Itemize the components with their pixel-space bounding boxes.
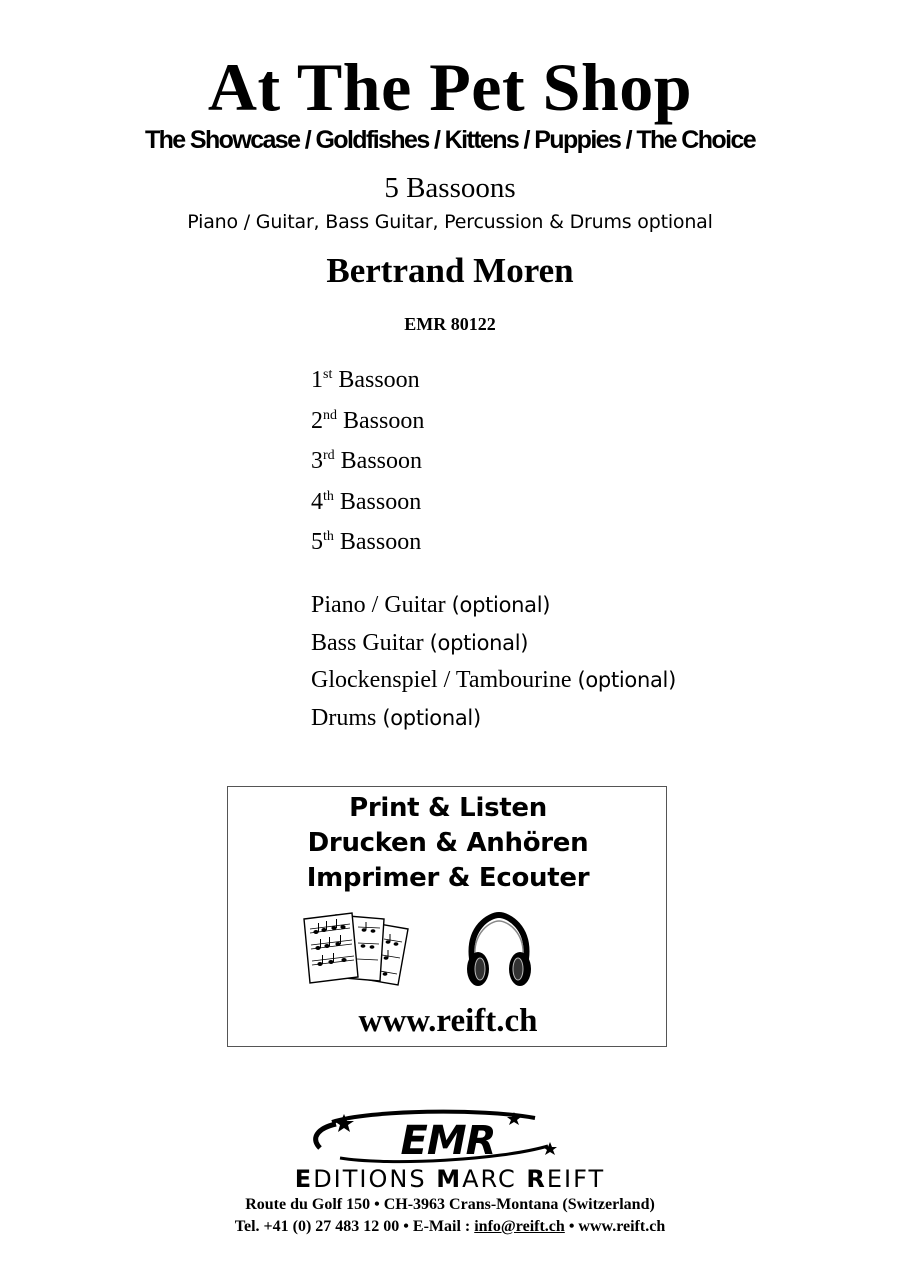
optional-part-item: Piano / Guitar (optional): [311, 592, 551, 618]
print-listen-box: [227, 786, 667, 1047]
promo-line-english: Print & Listen: [349, 793, 547, 823]
publisher-contact: Tel. +41 (0) 27 483 12 00 • E-Mail : info@reift.ch • www.reift.ch: [234, 1218, 666, 1235]
promo-line-german: Drucken & Anhören: [307, 828, 589, 858]
website-link[interactable]: www.reift.ch: [358, 1003, 538, 1039]
part-item: 2nd Bassoon: [311, 407, 425, 434]
optional-part-item: Drums (optional): [311, 704, 481, 731]
publisher-name: EDITIONS MARC REIFT: [294, 1165, 606, 1193]
composer-name: Bertrand Moren: [326, 251, 574, 290]
parts-list: [311, 362, 424, 565]
sheet-music-icon: [300, 911, 412, 991]
optional-instruments-note: Piano / Guitar, Bass Guitar, Percussion & Drums optional: [187, 211, 713, 233]
instrumentation: 5 Bassoons: [384, 172, 516, 204]
promo-line-french: Imprimer & Ecouter: [306, 863, 590, 893]
logo-text: EMR: [400, 1118, 496, 1164]
optional-part-item: Glockenspiel / Tambourine (optional): [311, 667, 676, 694]
part-item: 1st Bassoon: [311, 367, 420, 393]
part-item: 4th Bassoon: [311, 488, 422, 515]
publisher-address: Route du Golf 150 • CH-3963 Crans-Montana (Switzerland): [245, 1196, 655, 1213]
part-item: 5th Bassoon: [311, 529, 422, 556]
email-link[interactable]: info@reift.ch: [474, 1218, 565, 1235]
part-item: 3rd Bassoon: [311, 448, 423, 475]
optional-part-item: Bass Guitar (optional): [311, 629, 529, 656]
movement-list: The Showcase / Goldfishes / Kittens / Puppies / The Choice: [144, 126, 756, 154]
score-title: At The Pet Shop: [207, 49, 693, 125]
emr-logo: [300, 1108, 600, 1168]
catalog-number: EMR 80122: [404, 314, 496, 334]
optional-parts-list: [311, 587, 676, 737]
headphones-icon: [464, 911, 534, 991]
